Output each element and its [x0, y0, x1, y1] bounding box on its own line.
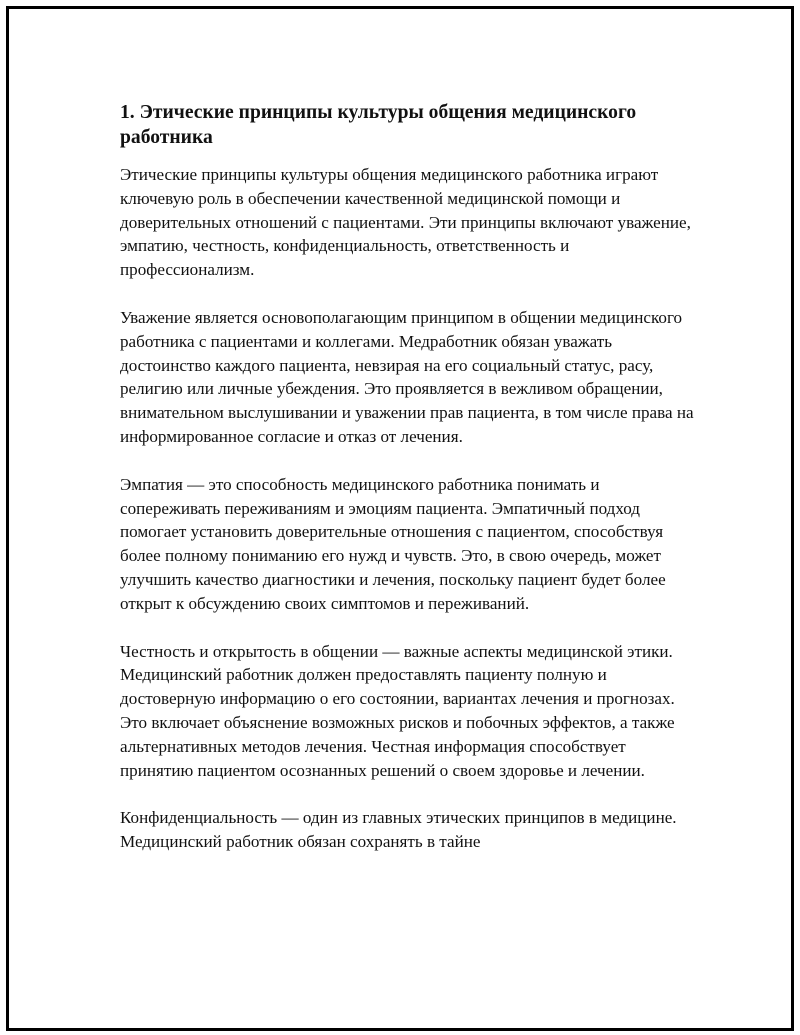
paragraph-honesty: Честность и открытость в общении — важные аспекты медицинской этики. Медицинский работник должен предоставлять пациенту полную и достоверную информацию о его состоянии, вариантах лечения и прогнозах. Это включает объяснение возможных рисков и побочных эффектов, а также альтернативных методов лечения. Честная информация способствует принятию пациентом осознанных решений о своем здоровье и лечении. — [120, 641, 675, 780]
paragraph-confidentiality: Конфиденциальность — один из главных этических принципов в медицине. Медицинский работник обязан сохранять в тайне — [120, 808, 677, 852]
paragraph-intro: Этические принципы культуры общения медицинского работника играют ключевую роль в обеспечении качественной медицинской помощи и доверительных отношений с пациентами. Эти принципы включают уважение, эмпатию, честность, конфиденциальность, ответственность и профессионализм. — [120, 165, 691, 280]
document-body — [120, 95, 695, 878]
document-title: 1. Этические принципы культуры общения медицинского работника — [120, 102, 637, 148]
paragraph-empathy: Эмпатия — это способность медицинского работника понимать и сопереживать переживаниям и эмоциям пациента. Эмпатичный подход помогает установить доверительные отношения с пациентом, способствуя более полному пониманию его нужд и чувств. Это, в свою очередь, может улучшить качество диагностики и лечения, поскольку пациент будет более открыт к обсуждению своих симптомов и переживаний. — [120, 474, 666, 613]
page-frame — [6, 6, 794, 1031]
paragraph-respect: Уважение является основополагающим принципом в общении медицинского работника с пациентами и коллегами. Медработник обязан уважать достоинство каждого пациента, невзирая на его социальный статус, расу, религию или личные убеждения. Это проявляется в вежливом обращении, внимательном выслушивании и уважении прав пациента, в том числе права на информированное согласие и отказ от лечения. — [120, 307, 694, 446]
